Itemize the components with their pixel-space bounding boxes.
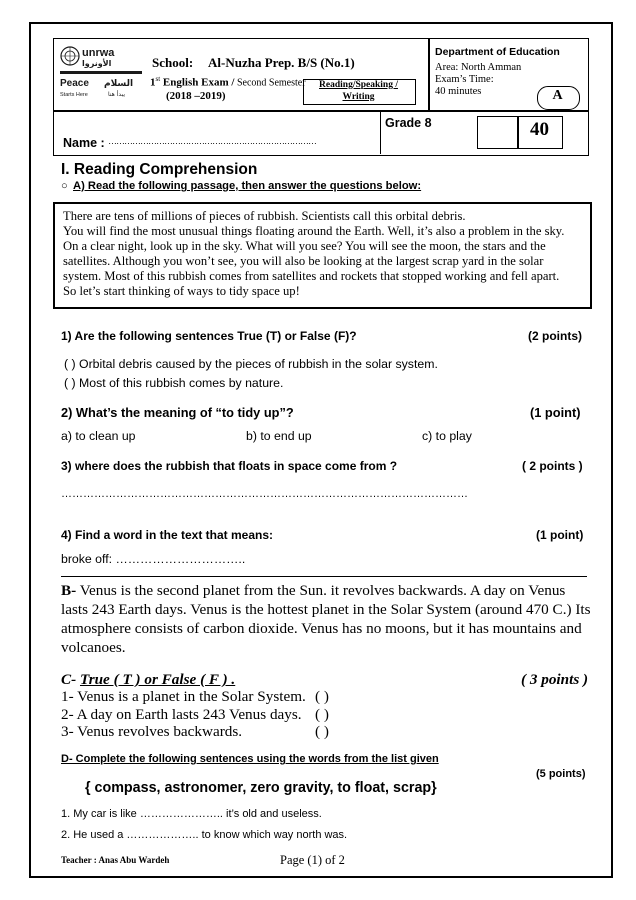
- logo-peace-en: Peace: [60, 78, 89, 89]
- section-d-item[interactable]: 2. He used a ……………….. to know which way north was.: [61, 829, 348, 841]
- section-d-instruction: D- Complete the following sentences using the words from the list given: [61, 753, 439, 765]
- school-name: Al-Nuzha Prep. B/S (No.1): [208, 55, 355, 70]
- q4-question: 4) Find a word in the text that means:: [61, 528, 274, 542]
- section-b-line: volcanoes.: [61, 639, 126, 656]
- passage-line: system. Most of this rubbish comes from satellites and rockets that stopped working and fell apart.: [63, 269, 560, 283]
- skills-line-1: Reading/Speaking /: [319, 80, 398, 90]
- section-c-item: 2- A day on Earth lasts 243 Venus days.: [61, 706, 302, 723]
- section-c-blank[interactable]: ( ): [315, 723, 329, 740]
- passage-line: So let’s start thinking of ways to tidy space up!: [63, 284, 300, 298]
- name-blank[interactable]: ……………………………………………………………………: [108, 136, 316, 146]
- passage-line: There are tens of millions of pieces of rubbish. Scientists call this orbital debris.: [63, 209, 466, 223]
- version-letter: A: [552, 88, 563, 103]
- section-d-item[interactable]: 1. My car is like ………………….. it’s old and useless.: [61, 808, 322, 820]
- passage-box: [53, 202, 592, 309]
- section-b-label: B-: [61, 582, 77, 599]
- exam-time-label: Exam’s Time:: [435, 74, 494, 85]
- section-divider: [61, 576, 587, 577]
- section-c-title: True ( T ) or False ( F ) .: [79, 671, 236, 688]
- exam-semester: Second Semester: [234, 77, 306, 89]
- q3-question: 3) where does the rubbish that floats in space come from ?: [61, 459, 398, 473]
- q4-points: (1 point): [536, 528, 584, 542]
- school-label: School:: [152, 55, 194, 70]
- q2-option-c[interactable]: c) to play: [422, 429, 472, 443]
- section-c-blank[interactable]: ( ): [315, 706, 329, 723]
- q3-answer-line[interactable]: …………………………………………………………………………………………………: [61, 488, 468, 500]
- name-row-divider: [380, 110, 381, 154]
- passage-line: On a clear night, look up in the sky. What will you see? You will see the moon, the stars and the: [63, 239, 546, 253]
- section-d-word-list: { compass, astronomer, zero gravity, to float, scrap}: [85, 780, 437, 796]
- q1-question: 1) Are the following sentences True (T) or False (F)?: [61, 329, 357, 343]
- page-number: Page (1) of 2: [280, 853, 345, 867]
- section-b-text: Venus is the second planet from the Sun. it revolves backwards. A day on Venus: [76, 582, 566, 599]
- exam-time-value: 40 minutes: [435, 86, 482, 97]
- exam-ordinal: 1: [150, 76, 156, 89]
- exam-title-text: English Exam /: [160, 76, 235, 89]
- section-b-line: [61, 582, 565, 600]
- section-b-line: lasts 243 Earth days. Venus is the hottest planet in the Solar System (around 470 C.) Its: [61, 601, 591, 618]
- logo-org-arabic: الأونروا: [82, 59, 112, 68]
- teacher-name: Teacher : Anas Abu Wardeh: [61, 855, 170, 865]
- logo-org-latin: unrwa: [82, 47, 115, 59]
- section-c-item: 1- Venus is a planet in the Solar System.: [61, 688, 306, 705]
- q1-item[interactable]: ( ) Most of this rubbish comes by nature.: [64, 376, 284, 390]
- logo-starts-here-en: Starts Here: [60, 92, 88, 98]
- section-c-item: 3- Venus revolves backwards.: [61, 723, 243, 740]
- skills-line-2: Writing: [342, 92, 375, 102]
- q4-item[interactable]: broke off: …………………………..: [61, 552, 246, 566]
- section-c-blank[interactable]: ( ): [315, 688, 329, 705]
- section-c-label: C-: [61, 671, 80, 688]
- bullet-icon: ○: [61, 180, 68, 192]
- q2-option-a[interactable]: a) to clean up: [61, 429, 136, 443]
- passage-line: satellites. Although you won’t see, you will also be looking at the largest scrap yard in the solar: [63, 254, 544, 268]
- logo-peace-ar: السلام: [104, 79, 134, 89]
- section-c-heading: [61, 671, 235, 689]
- q2-question: 2) What’s the meaning of “to tidy up”?: [61, 405, 294, 420]
- department-label: Department of Education: [435, 46, 560, 58]
- q3-points: ( 2 points ): [522, 459, 583, 473]
- section-title-reading: I. Reading Comprehension: [61, 161, 258, 178]
- section-b-line: atmosphere consists of carbon dioxide. Venus has no moons, but it has mountains and: [61, 620, 582, 637]
- section-c-points: ( 3 points ): [521, 671, 589, 688]
- exam-ordinal-sup: st: [155, 75, 161, 83]
- grade-label: Grade 8: [385, 116, 432, 130]
- unrwa-logo: [58, 46, 144, 104]
- q2-option-b[interactable]: b) to end up: [246, 429, 312, 443]
- name-label: Name :: [63, 136, 105, 150]
- section-d-points: (5 points): [536, 768, 586, 780]
- exam-title: [150, 75, 306, 89]
- logo-starts-here-ar: يبدأ هنا: [108, 91, 126, 98]
- passage-instruction: A) Read the following passage, then answer the questions below:: [73, 180, 422, 192]
- total-marks: 40: [530, 119, 549, 140]
- score-box: [477, 116, 518, 149]
- passage-line: You will find the most unusual things floating around the Earth. Well, it’s also a problem in the sky.: [63, 224, 565, 238]
- q2-points: (1 point): [530, 405, 581, 420]
- area-label: Area: North Amman: [435, 62, 522, 73]
- q1-points: (2 points): [528, 329, 582, 343]
- q1-item[interactable]: ( ) Orbital debris caused by the pieces of rubbish in the solar system.: [64, 357, 438, 371]
- exam-year: (2018 –2019): [166, 90, 226, 102]
